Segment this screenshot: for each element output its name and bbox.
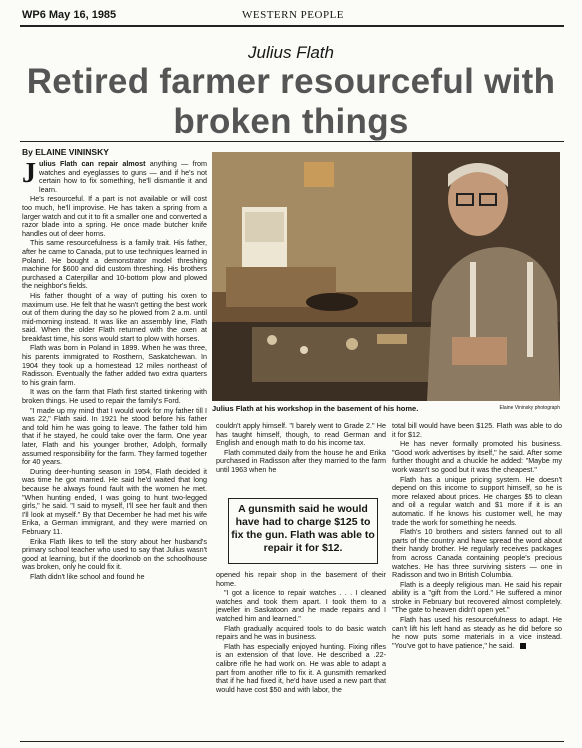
caption-text: Julius Flath at his workshop in the basement of his home. [212, 404, 419, 413]
body-paragraph: This same resourcefulness is a family trait. His father, after he came to Canada, put to use techniques learned in Poland. He bought a demonstrator model threshing machine for $600 and did custom threshing. His brothers purchased a Caterpillar and 10-bottom plow and plowed the neighbor's fields. [22, 238, 208, 291]
headline: Retired farmer resourceful with broken things [26, 62, 556, 141]
body-paragraph: Flath didn't like school and found he [30, 571, 145, 581]
end-mark-icon [520, 643, 526, 649]
lead-rest: anything — from watches and eyeglasses to guns — and if he's not certain how to fix something, he'll dismantle it and learn. [39, 159, 207, 194]
publication-name: WESTERN PEOPLE [241, 9, 345, 21]
photo-credit: Elaine Vininsky photograph [499, 405, 560, 411]
drop-cap: J [22, 158, 36, 189]
lead-bold: ulius Flath can repair almost [39, 159, 146, 168]
final-paragraph-text: Flath has used his resourcefulness to adapt. He can't lift his left hand as steady as he did before so he now puts some materials in a vice instead. "You've got to have patience," he said. [392, 615, 562, 650]
body-paragraph [392, 616, 562, 650]
body-paragraph: It was on the farm that Flath first started tinkering with broken things. He used to repair the family's Ford. [22, 387, 207, 406]
body-paragraph: Flath is a deeply religious man. He said his repair ability is a "gift from the Lord." He suffered a minor stroke in February but recovered almost completely. "The gate to heaven didn't open yet." [392, 579, 562, 615]
pull-quote: A gunsmith said he would have had to charge $125 to fix the gun. Flath was able to repair it for $12. [228, 498, 378, 564]
body-paragraph: During deer-hunting season in 1954, Flath decided it was time he got married. He said he'd waited that long because he always found fault with the women he met. "When hunting ended, I was going to hunt two-legged girls," he said. "I said to myself, I'll see her fault and then I'll look at myself." By that December he had met his wife Erika, a German immigrant, and they were married on February 11. [22, 466, 207, 536]
column-1 [22, 160, 207, 583]
body-paragraph: total bill would have been $125. Flath was able to do it for $12. [392, 421, 562, 439]
kicker: Julius Flath [248, 43, 334, 62]
body-paragraph: Flath gradually acquired tools to do basic watch repairs and he was in business. [216, 623, 386, 642]
body-paragraph: Flath has a unique pricing system. He doesn't depend on this income to support himself, so he is more relaxed about prices. He charges $5 to clean and oil a regular watch and $1 more if it is an automatic. If he knows his customer well, he may trade the work for something he needs. [392, 474, 562, 527]
page-number-date: WP6 May 16, 1985 [22, 9, 117, 21]
body-paragraph: His father thought of a way of putting his oxen to maximum use. He felt that he wasn't getting the best work out of them during the day so he plowed from 2 a.m. until mid-morning instead. It was like an assembly line, Flath said. When the older Flath returned with the oxen at breakfast time, his sons would start to plow with horses. [22, 290, 207, 343]
body-paragraph: "I got a licence to repair watches . . . I cleaned watches and took them apart. I took them to a jeweller in Saskatoon and he made repairs and I watched him and learned." [216, 588, 386, 623]
body-paragraph: He's resourceful. If a part is not available or will cost too much, he'll improvise. He has taken a spring from a larger watch and cut it to fit a smaller one and converted a razor blade into a spring. He once made butcher knife handles out of deer horns. [22, 194, 207, 238]
photo-caption [212, 404, 560, 416]
page-header [22, 8, 564, 24]
body-paragraph: Flath's 10 brothers and sisters fanned out to all parts of the country and have spread the word about their handy brother. He regularly receives packages from across Canada containing people's precious watches. He has three surviving sisters — one in Radisson and two in British Columbia. [392, 527, 562, 580]
column-3 [392, 422, 562, 651]
body-paragraph: He has never formally promoted his business. "Good work advertises by itself," he said. After some further thought and a chuckle he added: "Maybe my work wasn't so good but it was the cheapest." [392, 439, 562, 474]
body-paragraph: Flath was born in Poland in 1899. When he was three, his parents immigrated to Rosthern, Saskatchewan. In 1904 they took up a homestead 12 miles northeast of Radisson. Eventually the father added two extra quarters to his grain farm. [22, 343, 207, 387]
headline-rule [20, 141, 564, 142]
body-paragraph: Flath commuted daily from the house he and Erika purchased in Radisson after they married to the farm until 1963 when he [216, 447, 386, 474]
column-2-bottom [216, 571, 386, 695]
lead-paragraph [22, 160, 207, 194]
byline: By ELAINE VININSKY [22, 147, 109, 157]
body-paragraph: Erika Flath likes to tell the story about her husband's primary school teacher who used to say that Julius wasn't good at learning, but if the doorknob on the schoolhouse was broken, only he could fix it. [22, 536, 207, 572]
body-paragraph: "I made up my mind that I would work for my father till I was 22," Flath said. In 1921 he stood before his father and told him he was going to leave. The father told him that if he stayed, he could take over the farm. One year later, Flath and his younger brother, Adolph, formally assumed responsibility for the farm. They farmed together for 40 years. [22, 405, 207, 467]
photo-illustration [212, 152, 560, 401]
header-rule [20, 25, 564, 27]
body-paragraph: Flath has especially enjoyed hunting. Fixing rifles is an extension of that love. He described a .22-calibre rifle he had work on. He was able to adapt a part from another rifle to fix it. A gunsmith remarked that if he had fixed it, he'd have used a new part that would have cost $50 and with labor, the [216, 641, 386, 694]
column-2-top [216, 422, 386, 476]
workshop-photo [212, 152, 560, 401]
body-paragraph: opened his repair shop in the basement of their home. [216, 570, 386, 588]
body-paragraph: couldn't apply himself. "I barely went to Grade 2." He has taught himself, though, to read German and English and enough math to do his income tax. [216, 421, 386, 448]
footer-rule [20, 741, 564, 742]
